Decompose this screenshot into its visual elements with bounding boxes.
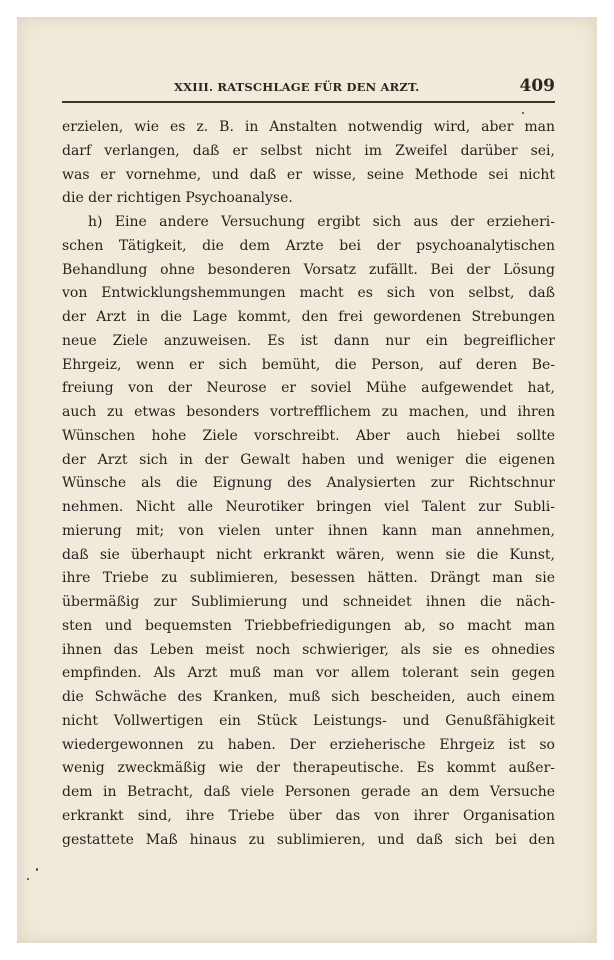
text-line: sten und bequemsten Triebbefriedigungen ab, so macht man bbox=[62, 617, 555, 634]
text-line: Behandlung ohne besonderen Vorsatz zufällt. Bei der Lösung bbox=[62, 261, 555, 278]
ink-speck bbox=[522, 112, 524, 114]
text-line: nicht Vollwertigen ein Stück Leistungs- und Genußfähigkeit bbox=[62, 712, 555, 729]
running-head bbox=[62, 77, 555, 99]
page-number: 409 bbox=[519, 76, 555, 96]
text-line: mierung mit; von vielen unter ihnen kann man annehmen, bbox=[62, 522, 555, 539]
text-line: Wünschen hohe Ziele vorschreibt. Aber auch hiebei sollte bbox=[62, 427, 555, 444]
text-line: wenig zweckmäßig wie der therapeutische. Es kommt außer- bbox=[62, 760, 555, 777]
text-line: die der richtigen Psychoanalyse. bbox=[62, 190, 293, 207]
text-line: der Arzt in die Lage kommt, den frei gewordenen Strebungen bbox=[62, 309, 555, 325]
text-line: freiung von der Neurose er soviel Mühe aufgewendet hat, bbox=[62, 380, 555, 397]
text-line: erkrankt sind, ihre Triebe über das von ihrer Organisation bbox=[62, 807, 555, 824]
ink-speck bbox=[36, 868, 38, 871]
text-line: auch zu etwas besonders vortrefflichem zu machen, und ihren bbox=[62, 404, 555, 420]
text-line: ihnen das Leben meist noch schwieriger, als sie es ohnedies bbox=[62, 641, 555, 658]
text-line: Ehrgeiz, wenn er sich bemüht, die Person, auf deren Be- bbox=[62, 356, 555, 373]
running-title: XXIII. RATSCHLAGE FÜR DEN ARZT. bbox=[174, 80, 420, 94]
text-line: daß sie überhaupt nicht erkrankt wären, wenn sie die Kunst, bbox=[62, 546, 555, 563]
text-line: nehmen. Nicht alle Neurotiker bringen viel Talent zur Subli- bbox=[62, 499, 555, 515]
text-line: ihre Triebe zu sublimieren, besessen hätten. Drängt man sie bbox=[62, 570, 555, 587]
text-line: der Arzt sich in der Gewalt haben und weniger die eigenen bbox=[62, 451, 555, 468]
ink-speck bbox=[27, 878, 29, 880]
text-line: wiedergewonnen zu haben. Der erzieherische Ehrgeiz ist so bbox=[62, 736, 555, 753]
text-line: Wünsche als die Eignung des Analysierten zur Richtschnur bbox=[62, 475, 555, 492]
text-line: übermäßig zur Sublimierung und schneidet ihnen die näch- bbox=[62, 594, 555, 610]
text-line: empfinden. Als Arzt muß man vor allem tolerant sein gegen bbox=[62, 665, 555, 682]
header-rule bbox=[62, 101, 555, 103]
text-line: h) Eine andere Versuchung ergibt sich aus der erzieheri- bbox=[88, 214, 555, 230]
text-line: neue Ziele anzuweisen. Es ist dann nur ein begreiflicher bbox=[62, 332, 555, 349]
text-line: gestattete Maß hinaus zu sublimieren, und daß sich bei den bbox=[62, 831, 555, 848]
text-line: erzielen, wie es z. B. in Anstalten notwendig wird, aber man bbox=[62, 119, 555, 135]
text-line: darf verlangen, daß er selbst nicht im Zweifel darüber sei, bbox=[62, 142, 555, 159]
body-text bbox=[62, 116, 555, 852]
text-line: die Schwäche des Kranken, muß sich bescheiden, auch einem bbox=[62, 689, 555, 705]
text-line: dem in Betracht, daß viele Personen gerade an dem Versuche bbox=[62, 784, 555, 800]
text-line: was er vornehme, und daß er wisse, seine Methode sei nicht bbox=[62, 166, 555, 183]
text-line: schen Tätigkeit, die dem Arzte bei der psychoanalytischen bbox=[62, 237, 555, 254]
text-line: von Entwicklungshemmungen macht es sich von selbst, daß bbox=[62, 285, 555, 302]
